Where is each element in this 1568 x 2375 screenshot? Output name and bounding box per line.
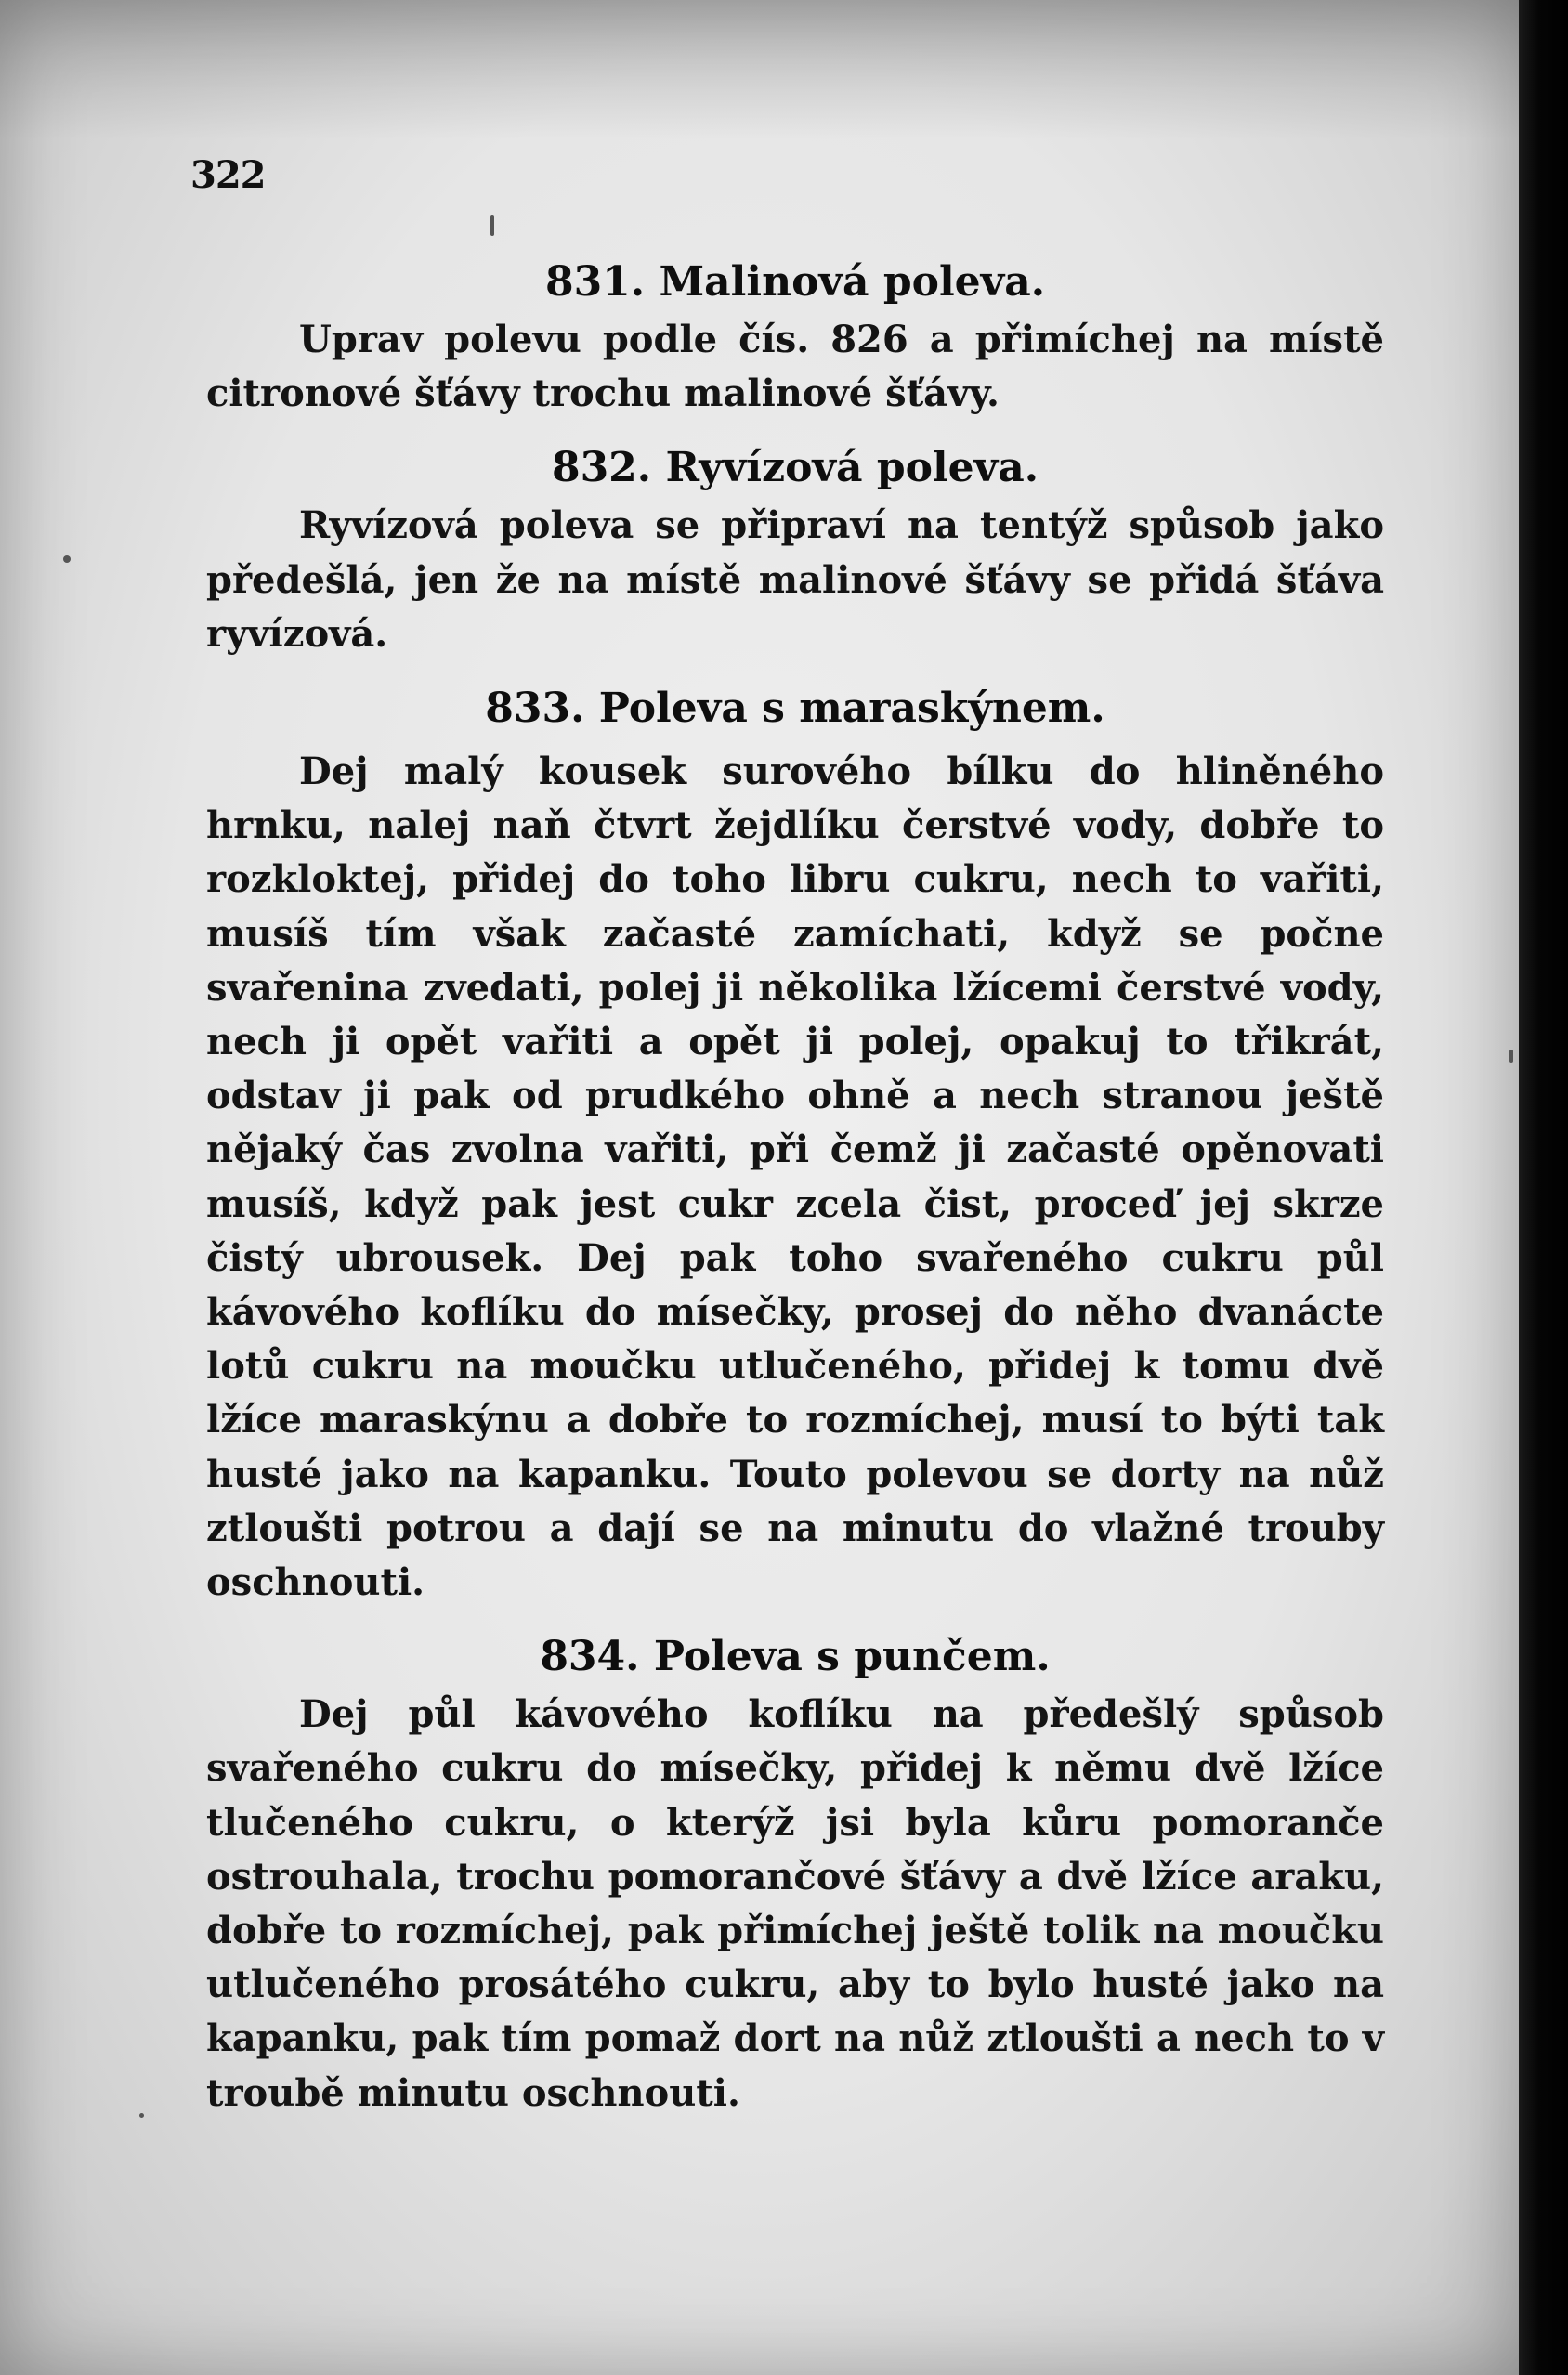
recipe-832 xyxy=(206,441,1384,661)
recipe-text: Uprav polevu podle čís. 826 a přimíchej na místě citronové šťávy trochu malinové šťávy. xyxy=(206,318,1384,416)
recipe-831 xyxy=(206,255,1384,421)
scan-shadow xyxy=(0,0,1519,139)
scan-speck xyxy=(63,555,71,563)
scan-speck xyxy=(1509,1050,1513,1063)
recipe-text: Dej půl kávového koflíku na předešlý spůsob svařeného cukru do mísečky, přidej k němu dvě lžíce tlučeného cukru, o kterýž jsi byla kůru pomoranče ostrouhala, trochu pomorančové šťávy a dvě lžíce araku, dobře to rozmíchej, pak přimíchej ještě tolik na moučku utlučeného prosátého cukru, aby to bylo husté jako na kapanku, pak tím pomaž dort na nůž ztloušti a nech to v troubě minutu oschnouti. xyxy=(206,1692,1384,2115)
recipe-number: 832. xyxy=(551,444,652,492)
recipe-number: 833. xyxy=(485,685,585,733)
recipe-heading xyxy=(206,1630,1384,1684)
recipe-834 xyxy=(206,1630,1384,2121)
recipe-heading xyxy=(206,441,1384,495)
page-content xyxy=(206,255,1384,2141)
recipe-text: Dej malý kousek surového bílku do hliněného hrnku, nalej naň čtvrt žejdlíku čerstvé vody, dobře to rozkloktej, přidej do toho libru cukru, nech to vařiti, musíš tím však začasté zamíchati, když se počne svařenina zvedati, polej ji několika lžícemi čerstvé vody, nech ji opět vařiti a opět ji polej, opakuj to třikrát, odstav ji pak od prudkého ohně a nech stranou ještě nějaký čas zvolna vařiti, při čemž ji začasté opěnovati musíš, když pak jest cukr zcela čist, proceď jej skrze čistý ubrousek. Dej pak toho svařeného cukru půl kávového koflíku do mísečky, prosej do něho dvanácte lotů cukru na moučku utlučeného, přidej k tomu dvě lžíce maraskýnu a dobře to rozmíchej, musí to býti tak husté jako na kapanku. Touto polevou se dorty na nůž ztloušti potrou a dají se na minutu do vlažné trouby oschnouti. xyxy=(206,750,1384,1605)
recipe-number: 831. xyxy=(544,258,646,306)
book-spine-edge xyxy=(1519,0,1568,2375)
recipe-heading xyxy=(206,682,1384,736)
recipe-number: 834. xyxy=(540,1633,640,1681)
recipe-title: Poleva s maraskýnem. xyxy=(598,685,1105,733)
recipe-heading xyxy=(206,255,1384,309)
recipe-title: Poleva s punčem. xyxy=(653,1633,1051,1681)
recipe-title: Malinová poleva. xyxy=(659,258,1046,306)
recipe-title: Ryvízová poleva. xyxy=(665,444,1039,492)
recipe-833 xyxy=(206,682,1384,1610)
page-number: 322 xyxy=(190,153,266,197)
recipe-text: Ryvízová poleva se připraví na tentýž spůsob jako předešlá, jen že na místě malinové šťávy se přidá šťáva ryvízová. xyxy=(206,503,1384,656)
scan-speck xyxy=(490,215,494,236)
scan-speck xyxy=(139,2113,144,2118)
